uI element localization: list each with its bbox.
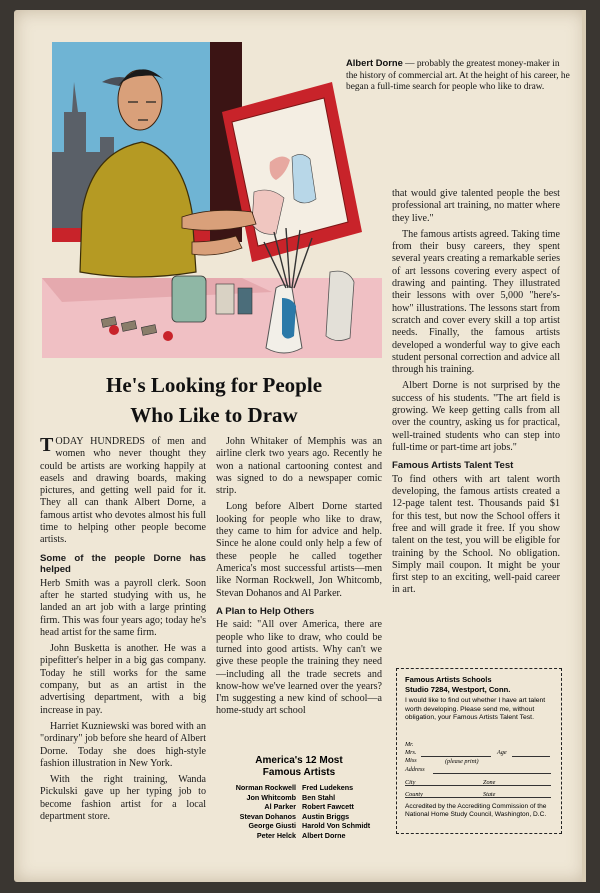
article-column-3 xyxy=(392,188,560,601)
article-column-1 xyxy=(40,436,206,827)
paragraph: Harriet Kuzniewski was bored with an "ordinary" job before she heard of Albert Dorne. Today she does high-style fashion illustration in New York. xyxy=(40,720,206,769)
article-column-2 xyxy=(216,436,382,722)
artists-title-1: America's 12 Most xyxy=(255,755,343,766)
artists-title-2: Famous Artists xyxy=(262,767,336,778)
artist-name: Robert Fawcett xyxy=(302,802,354,812)
field-label-address: Address xyxy=(405,766,425,773)
paragraph xyxy=(40,436,206,547)
caption-name: Albert Dorne xyxy=(346,57,403,68)
subheading: A Plan to Help Others xyxy=(216,605,315,617)
print-hint: (please print) xyxy=(445,758,479,765)
paragraph: John Whitaker of Memphis was an airline clerk two years ago. Recently he won a national cartooning contest and was signed to do a newspaper comic strip. xyxy=(216,436,382,497)
artist-name: Ben Stahl xyxy=(302,792,336,802)
paragraph: With the right training, Wanda Pickulski gave up her typing job to become fashion artist for a local department store. xyxy=(40,774,206,823)
county-field[interactable] xyxy=(405,797,551,798)
name-field[interactable] xyxy=(421,756,491,757)
paragraph: To find others with art talent worth developing, the famous artists created a 12-page talent test. Thousands paid $1 for this test, but now the School offers it free and will grade it free. If you show talent on the test, you will be eligible for training by the School. No obligation. Simply mail coupon. It might be your first step to an exciting, well-paid career in art. xyxy=(392,473,560,596)
accreditation-note: Accredited by the Accrediting Commission of the National Home Study Council, Washington, D.C. xyxy=(405,803,547,819)
paragraph: The famous artists agreed. Taking time from their busy careers, they spent several years creating a remarkable series of art lessons covering every aspect of drawing and painting. They illustrated their lessons with over 5,000 "here's-how" illustrations. The lessons start from scratch and cover every skill a top artist needs. Finally, the famous artists developed a wonderful way to give each student personal correction and advice all through his training. xyxy=(392,228,560,376)
drop-cap: T xyxy=(40,434,54,456)
address-field-2[interactable] xyxy=(405,785,551,786)
paragraph: John Busketta is another. He was a pipefitter's helper in a big gas company. Today he still works for the same company, but as an artist in the advertising department, with a big increase in pay. xyxy=(40,643,206,716)
field-label-mr: Mr. xyxy=(405,741,414,748)
coupon-header xyxy=(405,675,555,723)
illustration-caption xyxy=(346,57,572,94)
artist-name: Norman Rockwell xyxy=(235,783,296,792)
field-label-mrs: Mrs. xyxy=(405,749,417,756)
artist-name: Austin Briggs xyxy=(302,811,350,821)
artists-grid xyxy=(214,783,384,841)
headline-line-2: Who Like to Draw xyxy=(130,403,298,427)
paragraph: He said: "All over America, there are people who like to draw, who could be turned into good artists. Why can't we give these people the training they need—including all the trade secrets and know-how we've learned over the years? I'm suggesting a new kind of school—a home-study art school xyxy=(216,619,382,717)
paragraph: that would give talented people the best professional art training, no matter where they live." xyxy=(392,188,560,224)
field-label-city: City xyxy=(405,779,416,786)
caption-text: — probably the greatest money-maker in the history of commercial art. At the height of his career, he began a full-time search for people who like to draw. xyxy=(346,59,570,93)
paragraph: Albert Dorne is not surprised by the success of his students. "The art field is growing. We keep getting calls from all over the country, asking us for practical, well-trained students who can step into full-time or part-time art jobs." xyxy=(392,380,560,453)
subheading: Famous Artists Talent Test xyxy=(392,460,514,472)
artist-name: Stevan Dohanos xyxy=(239,811,296,821)
page-title xyxy=(40,370,388,430)
address-field[interactable] xyxy=(433,773,551,774)
artist-name: Peter Helck xyxy=(256,830,296,840)
artist-name: Jon Whitcomb xyxy=(246,792,296,802)
artist-name: Al Parker xyxy=(264,802,296,812)
field-label-miss: Miss xyxy=(405,757,417,764)
paragraph: Herb Smith was a payroll clerk. Soon after he started studying with us, he landed an art job with a large printing firm. This was four years ago; today he's head artist for the same firm. xyxy=(40,577,206,638)
artist-name: Albert Dorne xyxy=(302,830,346,840)
coupon-text: I would like to find out whether I have art talent worth developing. Please send me, without obligation, your Famous Artists Talent Test. xyxy=(405,697,546,722)
subheading: Some of the people Dorne has helped xyxy=(40,552,206,576)
headline-line-1: He's Looking for People xyxy=(105,373,323,397)
paragraph: Long before Albert Dorne started looking for people who like to draw, they came to him for advice and help. Since he alone could only help a few of these people he called together America's most successful artists—men like Norman Rockwell, Jon Whitcomb, Stevan Dohanos and Al Parker. xyxy=(216,501,382,599)
artist-name: George Giusti xyxy=(248,821,296,831)
field-label-county: County xyxy=(405,791,423,798)
coupon-school: Famous Artists Schools xyxy=(405,675,492,684)
field-label-age: Age xyxy=(497,749,507,756)
lead-in: ODAY HUNDREDS xyxy=(55,436,146,447)
field-label-zone: Zone xyxy=(483,779,496,786)
order-coupon[interactable] xyxy=(396,668,562,834)
artist-name: Fred Ludekens xyxy=(302,783,354,792)
age-field[interactable] xyxy=(512,756,550,757)
page-edge xyxy=(582,10,586,882)
artist-illustration xyxy=(42,42,382,358)
paragraph-text: of men and women who never thought they could be artists are working happily at easels and drawing boards, making pictures, and getting well paid for it. They all can thank Albert Dorne, a famous artist who devotes almost his full time to helping other people become artists. xyxy=(40,436,206,546)
artist-name: Harold Von Schmidt xyxy=(302,821,371,831)
coupon-address: Studio 7284, Westport, Conn. xyxy=(405,684,511,694)
field-label-state: State xyxy=(483,791,496,798)
famous-artists-list xyxy=(214,755,384,841)
